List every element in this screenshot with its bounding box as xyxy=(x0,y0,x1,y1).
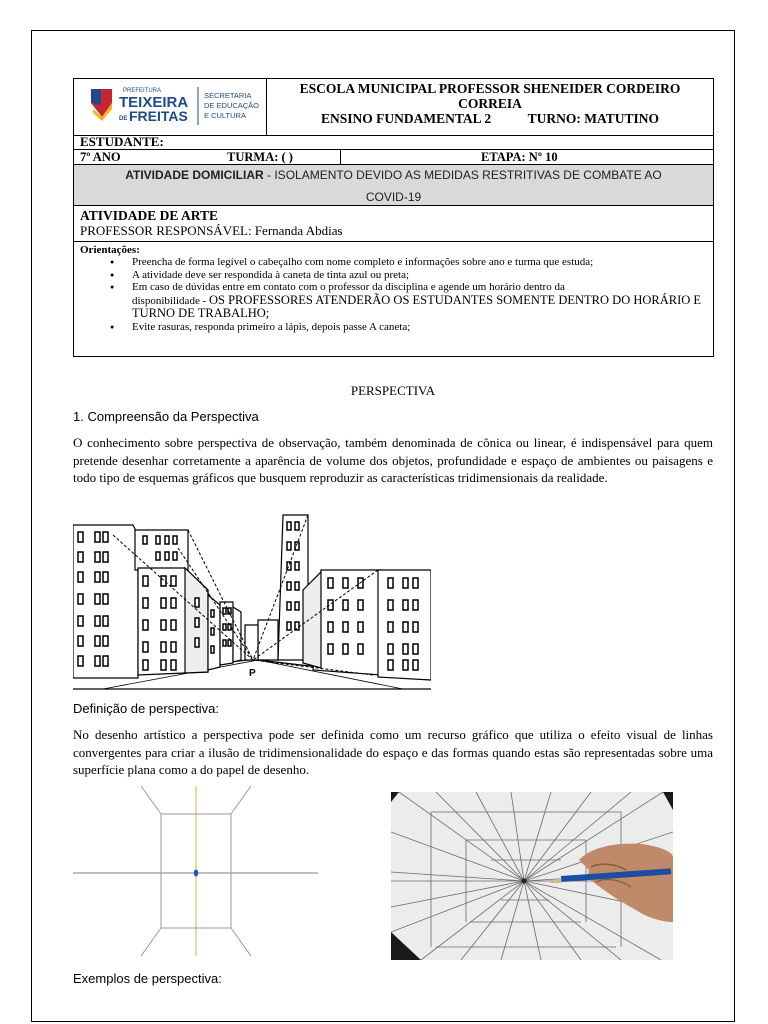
examples-heading: Exemplos de perspectiva: xyxy=(73,971,222,986)
ano-label: 7º ANO xyxy=(80,150,121,164)
school-name xyxy=(267,79,713,135)
definition-heading: Definição de perspectiva: xyxy=(73,701,219,716)
page-title: PERSPECTIVA xyxy=(350,383,436,398)
logo-graphic xyxy=(74,79,267,135)
city-perspective-drawing xyxy=(73,510,431,690)
paragraph-1: O conhecimento sobre perspectiva de observação, também denominada de cônica ou linear, é indispensável para quem pretende desenhar corretamente a aparência de volume dos objetos, profundidade e espaço de ambientes ou paisagens e todo tipo de esquemas gráficos que busquem reproduzir as características tridimensionais da realidade. xyxy=(73,435,713,485)
orientacoes-block xyxy=(74,242,713,357)
one-point-perspective-diagram xyxy=(73,786,323,956)
estudante-row xyxy=(74,135,713,150)
etapa-label: ETAPA: Nº 10 xyxy=(481,150,558,164)
orientacao-item-text: Em caso de dúvidas entre em contato com o professor da disciplina e agende um horário dentro da xyxy=(132,281,565,293)
paragraph-2: No desenho artístico a perspectiva pode ser definida como um recurso gráfico que utiliza o efeito visual de linhas convergentes para criar a ilusão de tridimensionalidade do espaço e das formas quando estas são representadas sobre uma superfície plana como a do papel de desenho. xyxy=(73,727,713,777)
estudante-label: ESTUDANTE: xyxy=(80,134,164,149)
covid-label: COVID-19 xyxy=(365,190,422,204)
school-logo xyxy=(74,79,267,135)
turno-label: TURNO: MATUTINO xyxy=(527,111,659,126)
atividade-arte-label: ATIVIDADE DE ARTE xyxy=(80,208,219,223)
orientacao-item-cont: disponibilidade - xyxy=(132,294,209,307)
school-line-1: ESCOLA MUNICIPAL PROFESSOR SHENEIDER CORDEIRO xyxy=(299,81,681,96)
vanishing-point-label: P xyxy=(249,668,256,679)
isolamento-text: - ISOLAMENTO DEVIDO AS MEDIDAS RESTRITIVAS DE COMBATE AO xyxy=(263,168,662,182)
orientacao-item-emphasis: OS PROFESSORES ATENDERÃO OS ESTUDANTES SOMENTE DENTRO DO HORÁRIO E TURNO DE TRABALHO; xyxy=(132,292,702,320)
atividade-arte-row xyxy=(74,206,713,242)
logo-secretaria: SECRETARIA xyxy=(204,91,252,100)
perspective-grid-photo xyxy=(391,792,673,960)
orientacao-item: ● Preencha de forma legível o cabeçalho com nome completo e informações sobre ano e turma que estuda; xyxy=(110,256,713,269)
ensino-label: ENSINO FUNDAMENTAL 2 xyxy=(321,111,492,126)
logo-cultura: E CULTURA xyxy=(204,111,246,120)
professor-label: PROFESSOR RESPONSÁVEL: Fernanda Abdias xyxy=(80,223,343,238)
logo-educacao: DE EDUCAÇÃO xyxy=(204,101,260,110)
vanishing-point-marker xyxy=(194,870,198,877)
orientacoes-title: Orientações: xyxy=(80,244,140,256)
ano-turma-etapa-row xyxy=(74,150,713,165)
atividade-domiciliar-label: ATIVIDADE DOMICILIAR xyxy=(125,168,264,182)
school-line-2: CORREIA xyxy=(458,96,522,111)
orientacao-item: ● Evite rasuras, responda primeiro a lápis, depois passe A caneta; xyxy=(110,321,713,334)
logo-de: DE xyxy=(119,116,128,122)
logo-prefeitura: PREFEITURA xyxy=(123,88,162,94)
logo-teixeira: TEIXEIRA xyxy=(119,94,189,111)
atividade-domiciliar-row xyxy=(74,165,713,206)
header-table xyxy=(73,78,714,357)
school-line-3 xyxy=(267,111,713,126)
turma-field: TURMA: ( ) xyxy=(227,150,293,164)
orientacao-item: ● A atividade deve ser respondida à caneta de tinta azul ou preta; xyxy=(110,269,713,282)
section-heading: 1. Compreensão da Perspectiva xyxy=(73,409,259,424)
logo-freitas: FREITAS xyxy=(129,108,188,124)
orientacoes-list xyxy=(80,256,713,333)
orientacao-item xyxy=(110,281,713,321)
